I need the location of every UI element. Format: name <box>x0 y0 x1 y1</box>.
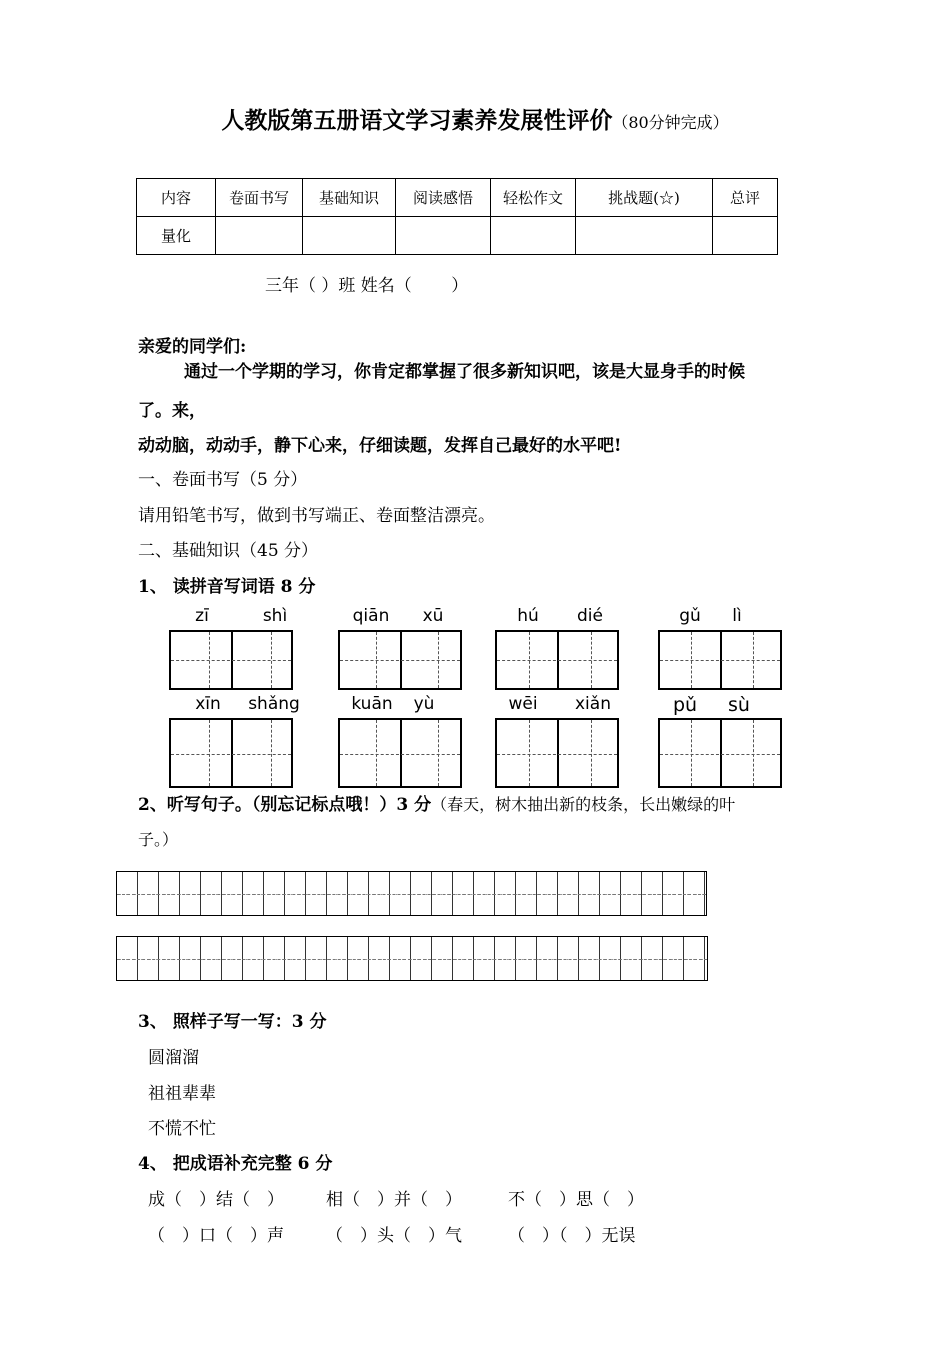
score-input-cell[interactable] <box>216 217 303 255</box>
dictation-grid-row[interactable] <box>116 936 708 981</box>
writing-box[interactable] <box>169 630 293 690</box>
pinyin-label: xū <box>422 606 444 626</box>
idiom-item: 相（ ）并（ ） <box>326 1190 462 1210</box>
pinyin-label: sù <box>728 694 750 716</box>
score-input-cell[interactable] <box>713 217 778 255</box>
score-header-cell: 总评 <box>713 179 778 217</box>
section2-heading: 二、基础知识（45 分） <box>138 541 319 561</box>
pinyin-label: xiǎn <box>575 694 611 714</box>
q3-example: 不慌不忙 <box>148 1119 216 1139</box>
score-input-cell[interactable] <box>396 217 491 255</box>
pinyin-label: dié <box>577 606 603 626</box>
score-table-value-row <box>137 217 778 255</box>
pinyin-label: wēi <box>508 694 538 714</box>
idiom-item: 不（ ）思（ ） <box>508 1190 644 1210</box>
q3-example: 祖祖辈辈 <box>148 1084 216 1104</box>
pinyin-label: qiān <box>352 606 390 626</box>
score-header-cell: 卷面书写 <box>216 179 303 217</box>
writing-box[interactable] <box>338 630 462 690</box>
idiom-item: （ ）头（ ）气 <box>326 1226 462 1246</box>
score-input-cell[interactable] <box>491 217 576 255</box>
title-main: 人教版第五册语文学习素养发展性评价 <box>221 107 613 134</box>
pinyin-label: gǔ <box>679 606 701 626</box>
dictation-grid-row[interactable] <box>116 871 707 916</box>
page-title <box>0 102 950 135</box>
pinyin-label: pǔ <box>672 694 698 716</box>
score-row-label: 量化 <box>137 217 216 255</box>
pinyin-label: shǎng <box>248 694 300 714</box>
q2-hint-cont: 子。） <box>138 830 179 849</box>
idiom-item: 成（ ）结（ ） <box>148 1190 284 1210</box>
idiom-item: （ ）（ ）无误 <box>508 1226 636 1246</box>
pinyin-label: xīn <box>195 694 221 714</box>
score-header-cell: 内容 <box>137 179 216 217</box>
score-table <box>136 178 778 255</box>
section1-heading: 一、卷面书写（5 分） <box>138 470 308 490</box>
section1-text: 请用铅笔书写，做到书写端正、卷面整洁漂亮。 <box>138 506 495 526</box>
title-sub: （80分钟完成） <box>612 113 729 132</box>
q1-heading: 1、 读拼音写词语 8 分 <box>138 577 316 597</box>
pinyin-label: lì <box>732 606 742 626</box>
greeting-line: 通过一个学期的学习，你肯定都掌握了很多新知识吧，该是大显身手的时候 <box>184 362 745 382</box>
score-header-cell: 挑战题(☆) <box>576 179 713 217</box>
writing-box[interactable] <box>495 630 619 690</box>
pinyin-label: shì <box>262 606 288 626</box>
pinyin-label: kuān <box>351 694 393 714</box>
q2-hint: （春天，树木抽出新的枝条，长出嫩绿的叶 <box>431 795 736 814</box>
q4-heading: 4、 把成语补充完整 6 分 <box>138 1154 333 1174</box>
writing-box[interactable] <box>169 718 293 788</box>
pinyin-label: hú <box>517 606 539 626</box>
writing-box[interactable] <box>658 630 782 690</box>
score-input-cell[interactable] <box>576 217 713 255</box>
score-header-cell: 阅读感悟 <box>396 179 491 217</box>
q3-example: 圆溜溜 <box>148 1048 199 1068</box>
greeting-salutation: 亲爱的同学们: <box>138 337 247 357</box>
greeting-line: 了。来， <box>138 401 206 421</box>
score-table-header-row <box>137 179 778 217</box>
writing-box[interactable] <box>658 718 782 788</box>
greeting-line: 动动脑，动动手，静下心来，仔细读题，发挥自己最好的水平吧! <box>138 436 622 456</box>
q2-heading: 2、听写句子。（别忘记标点哦！）3 分 <box>138 795 432 815</box>
writing-box[interactable] <box>495 718 619 788</box>
pinyin-label: zī <box>195 606 209 626</box>
student-info-line: 三年（ ）班 姓名（ ） <box>265 276 469 296</box>
idiom-item: （ ）口（ ）声 <box>148 1226 284 1246</box>
score-header-cell: 基础知识 <box>303 179 396 217</box>
score-input-cell[interactable] <box>303 217 396 255</box>
score-header-cell: 轻松作文 <box>491 179 576 217</box>
q2-heading-line <box>138 790 735 815</box>
q3-heading: 3、 照样子写一写：3 分 <box>138 1012 327 1032</box>
writing-box[interactable] <box>338 718 462 788</box>
pinyin-label: yù <box>413 694 435 714</box>
